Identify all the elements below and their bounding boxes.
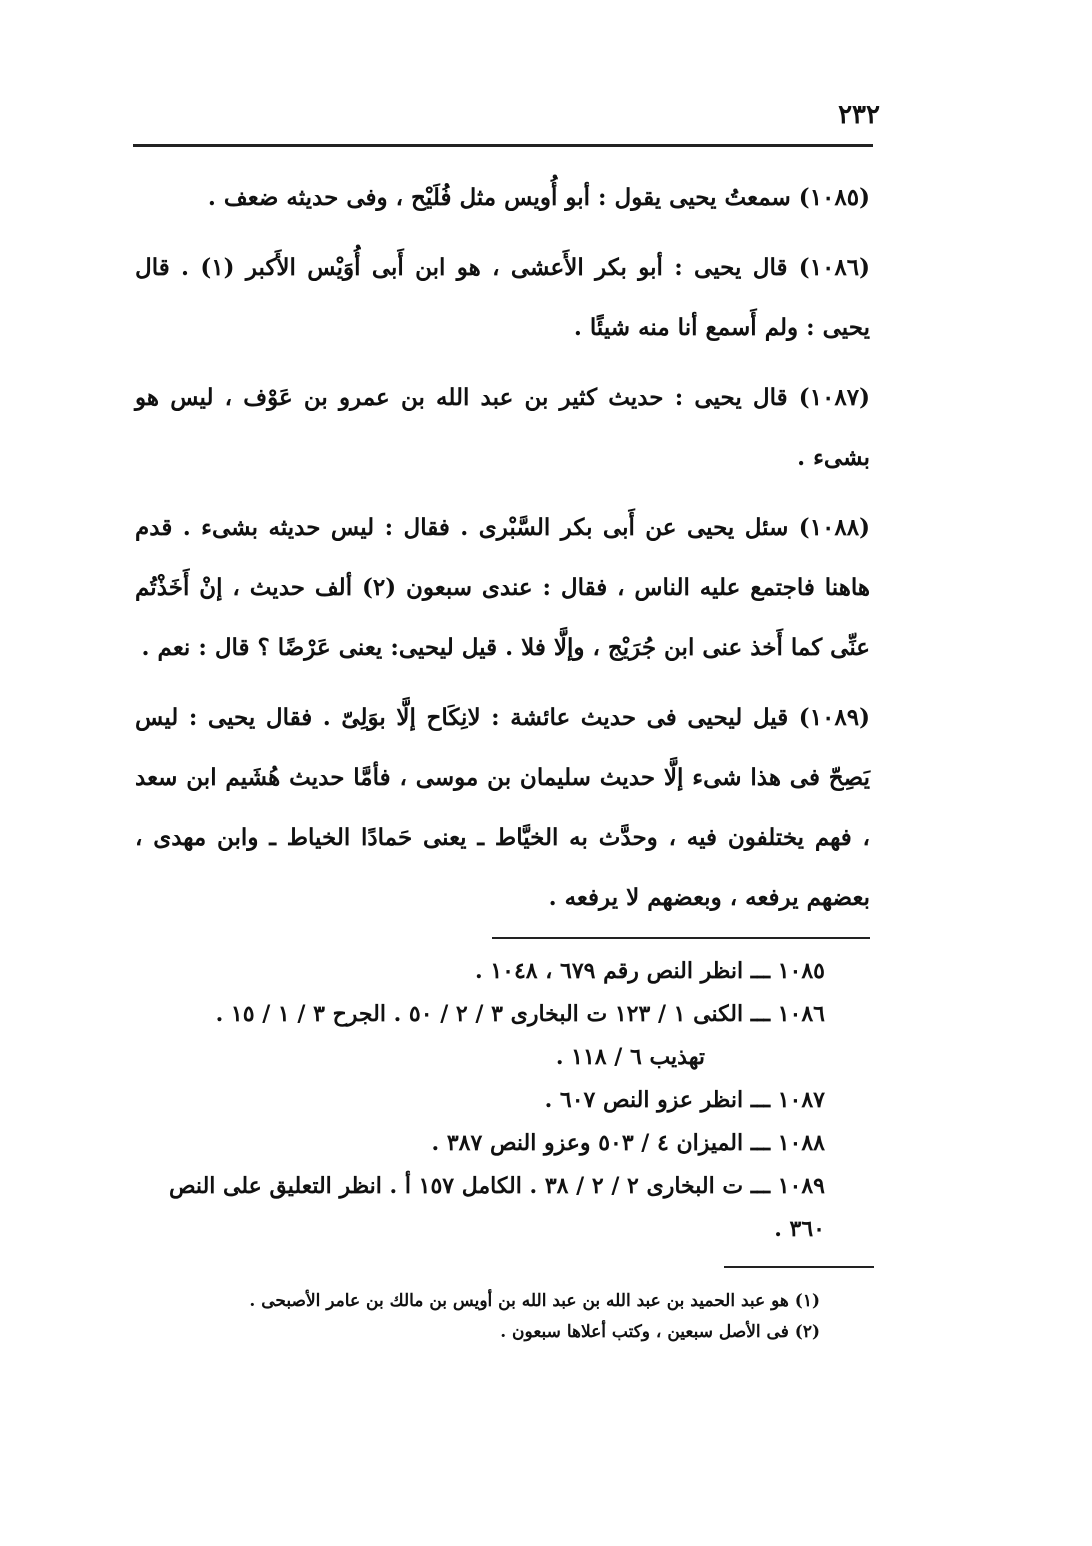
reference-1086: ١٠٨٦ ـــ الكنى ١ / ١٢٣ ت البخارى ٣ / ٢ / ٥٠ . الجرح ٣ / ١ / ١٥ . <box>215 1001 825 1027</box>
footnote-rule <box>724 1266 874 1268</box>
reference-1088: ١٠٨٨ ـــ الميزان ٤ / ٥٠٣ وعزو النص ٣٨٧ . <box>431 1130 825 1156</box>
entry-1085: (١٠٨٥) سمعتُ يحيى يقول : أبو أُويس مثل فُلَيْح ، وفى حديثه ضعف . <box>207 184 870 211</box>
footnote-1: (١) هو عبد الحميد بن عبد الله بن عبد الله بن أويس بن مالك بن عامر الأصبحى . <box>249 1291 820 1311</box>
references-list <box>135 950 825 1251</box>
reference-1086-continuation: تهذيب ٦ / ١١٨ . <box>555 1044 705 1070</box>
entry-1089: (١٠٨٩) قيل ليحيى فى حديث عائشة : لانِكَاح إلَّا بوَلِىّ . فقال يحيى : ليس يَصِحّ فى هذا شىء إلَّا حديث سليمان بن موسى ، فأمَّا حديث هُشَيم ابن سعد ، فهم يختلفون فيه ، وحدَّث به الخيَّاط ـ يعنى حَمادًا الخياط ـ وابن مهدى ، بعضهم يرفعه ، وبعضهم لا يرفعه . <box>135 704 870 911</box>
entry-1087: (١٠٨٧) قال يحيى : حديث كثير بن عبد الله بن عمرو بن عَوْف ، ليس هو بشىء . <box>135 384 870 471</box>
references-rule <box>492 937 870 939</box>
page-number: ٢٣٢ <box>838 100 880 130</box>
header-rule <box>133 144 873 147</box>
reference-1087: ١٠٨٧ ـــ انظر عزو النص ٦٠٧ . <box>544 1087 825 1113</box>
reference-1085: ١٠٨٥ ـــ انظر النص رقم ٦٧٩ ، ١٠٤٨ . <box>475 958 825 984</box>
footnote-2: (٢) فى الأصل سبعين ، وكتب أعلاها سبعون . <box>500 1322 820 1342</box>
entry-1088: (١٠٨٨) سئل يحيى عن أَبى بكر السَّبْرى . فقال : ليس حديثه بشىء . قدم هاهنا فاجتمع عليه الناس ، فقال : عندى سبعون (٢) ألف حديث ، إنْ أَخَذْتُم عنِّى كما أَخذ عنى ابن جُرَيْج ، وإلَّا فلا . قيل ليحيى: يعنى عَرْضًا ؟ قال : نعم . <box>135 514 870 661</box>
main-text <box>135 168 870 938</box>
reference-1089: ١٠٨٩ ـــ ت البخارى ٢ / ٢ / ٣٨ . الكامل ١٥٧ أ . انظر التعليق على النص ٣٦٠ . <box>168 1173 825 1242</box>
footnotes <box>135 1286 855 1348</box>
entry-1086: (١٠٨٦) قال يحيى : أبو بكر الأَعشى ، هو ابن أَبى أُوَيْس الأَكبر (١) . قال يحيى : ولم أَسمع أنا منه شيئًا . <box>135 254 870 341</box>
